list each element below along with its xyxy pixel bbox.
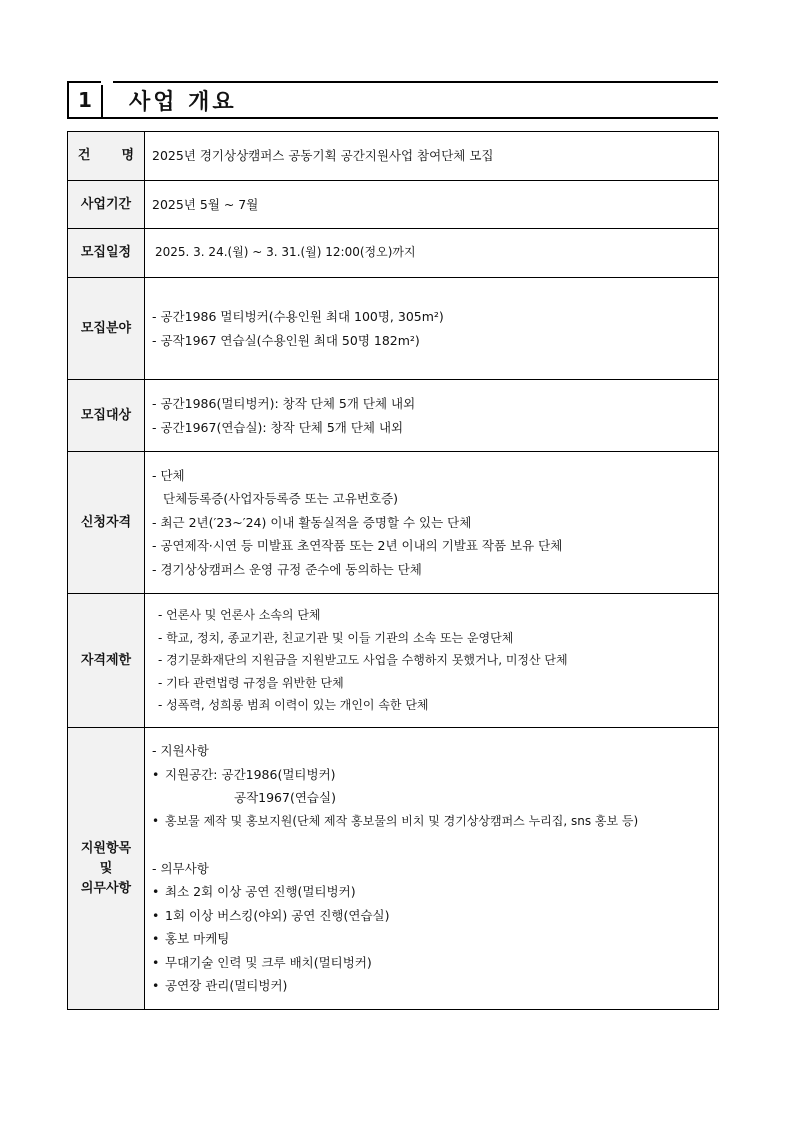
- bullet-icon: •: [152, 954, 160, 970]
- overview-table: [67, 131, 719, 1010]
- duty-text: 홍보 마케팅: [165, 931, 230, 947]
- label-name-a: 건: [77, 148, 91, 163]
- space-label: 지원공간:: [165, 766, 218, 782]
- field-line: - 공간1986 멀티벙커(수용인원 최대 100명, 305m²): [152, 309, 444, 324]
- duty-text: 1회 이상 버스킹(야외) 공연 진행(연습실): [165, 907, 390, 923]
- bullet-icon: •: [152, 931, 160, 947]
- section-title: 사업 개요: [129, 89, 237, 115]
- restriction-line: - 언론사 및 언론사 소속의 단체: [158, 608, 321, 623]
- value-period: [145, 181, 719, 229]
- section-divider: [101, 85, 103, 117]
- value-field: [145, 278, 719, 380]
- bullet-icon: •: [152, 978, 160, 994]
- restriction-line: - 경기문화재단의 지원금을 지원받고도 사업을 수행하지 못했거나, 미정산 단체: [158, 653, 568, 668]
- eligibility-line: 단체등록증(사업자등록증 또는 고유번호증): [163, 491, 399, 507]
- row-support: [68, 728, 719, 1010]
- field-line: - 공작1967 연습실(수용인원 최대 50명 182m²): [152, 332, 420, 348]
- duty-text: 최소 2회 이상 공연 진행(멀티벙커): [165, 884, 356, 900]
- row-eligibility: [68, 452, 719, 594]
- value-name: [145, 132, 719, 181]
- bullet-icon: •: [152, 907, 160, 923]
- value-eligibility: [145, 452, 719, 594]
- value-restriction: [145, 594, 719, 728]
- duty-item: [152, 974, 718, 998]
- support-header: - 지원사항: [152, 743, 209, 759]
- duty-item: [152, 904, 718, 928]
- label-support-line: 의무사항: [80, 880, 132, 896]
- row-period: [68, 181, 719, 229]
- label-support: [68, 728, 145, 1010]
- section-bottom-rule: [67, 117, 718, 119]
- eligibility-line: - 공연제작·시연 등 미발표 초연작품 또는 2년 이내의 기발표 작품 보유 단체: [152, 538, 563, 554]
- value-support: [145, 728, 719, 1010]
- duty-text: 공연장 관리(멀티벙커): [165, 978, 288, 994]
- label-name-b: 명: [121, 148, 135, 163]
- bullet-icon: •: [152, 766, 160, 782]
- schedule-text: 2025. 3. 24.(월) ~ 3. 31.(월) 12:00(정오)까지: [155, 245, 416, 260]
- row-schedule: [68, 229, 719, 278]
- support-promo: [152, 810, 718, 834]
- period-text: 2025년 5월 ~ 7월: [152, 196, 259, 212]
- row-restriction: [68, 594, 719, 728]
- row-name: [68, 132, 719, 181]
- label-schedule: 모집일정: [68, 229, 145, 278]
- restriction-line: - 학교, 정치, 종교기관, 친교기관 및 이들 기관의 소속 또는 운영단체: [158, 630, 514, 645]
- section-number: 1: [67, 81, 101, 117]
- value-schedule: [145, 229, 719, 278]
- label-restriction: 자격제한: [68, 594, 145, 728]
- eligibility-line: - 최근 2년(′23~′24) 이내 활동실적을 증명할 수 있는 단체: [152, 514, 472, 530]
- value-target: [145, 380, 719, 452]
- space-1: 공간1986(멀티벙커): [221, 766, 336, 782]
- promo-text: 홍보물 제작 및 홍보지원(단체 제작 홍보물의 비치 및 경기상상캠퍼스 누리집, sns 홍보 등): [165, 813, 639, 828]
- bullet-icon: •: [152, 813, 160, 828]
- label-eligibility: 신청자격: [68, 452, 145, 594]
- label-name: [68, 132, 145, 181]
- label-period: 사업기간: [68, 181, 145, 229]
- restriction-line: - 기타 관련법령 규정을 위반한 단체: [158, 675, 344, 690]
- name-text: 2025년 경기상상캠퍼스 공동기획 공간지원사업 참여단체 모집: [152, 148, 494, 164]
- label-support-line: 지원항목: [80, 840, 132, 856]
- duty-text: 무대기술 인력 및 크루 배치(멀티벙커): [165, 954, 372, 970]
- duty-item: [152, 927, 718, 951]
- eligibility-line: - 단체: [152, 467, 185, 483]
- label-target: 모집대상: [68, 380, 145, 452]
- duty-item: [152, 951, 718, 975]
- row-field: [68, 278, 719, 380]
- duty-header: - 의무사항: [152, 860, 209, 876]
- restriction-line: - 성폭력, 성희롱 범죄 이력이 있는 개인이 속한 단체: [158, 698, 429, 713]
- row-target: [68, 380, 719, 452]
- support-space: [152, 763, 718, 787]
- eligibility-line: - 경기상상캠퍼스 운영 규정 준수에 동의하는 단체: [152, 561, 422, 577]
- space-2: 공작1967(연습실): [234, 790, 336, 806]
- label-support-line: 및: [99, 860, 113, 876]
- target-line: - 공간1967(연습실): 창작 단체 5개 단체 내외: [152, 419, 404, 435]
- section-header: [67, 81, 718, 119]
- duty-item: [152, 880, 718, 904]
- label-field: 모집분야: [68, 278, 145, 380]
- target-line: - 공간1986(멀티벙커): 창작 단체 5개 단체 내외: [152, 396, 416, 411]
- bullet-icon: •: [152, 884, 160, 900]
